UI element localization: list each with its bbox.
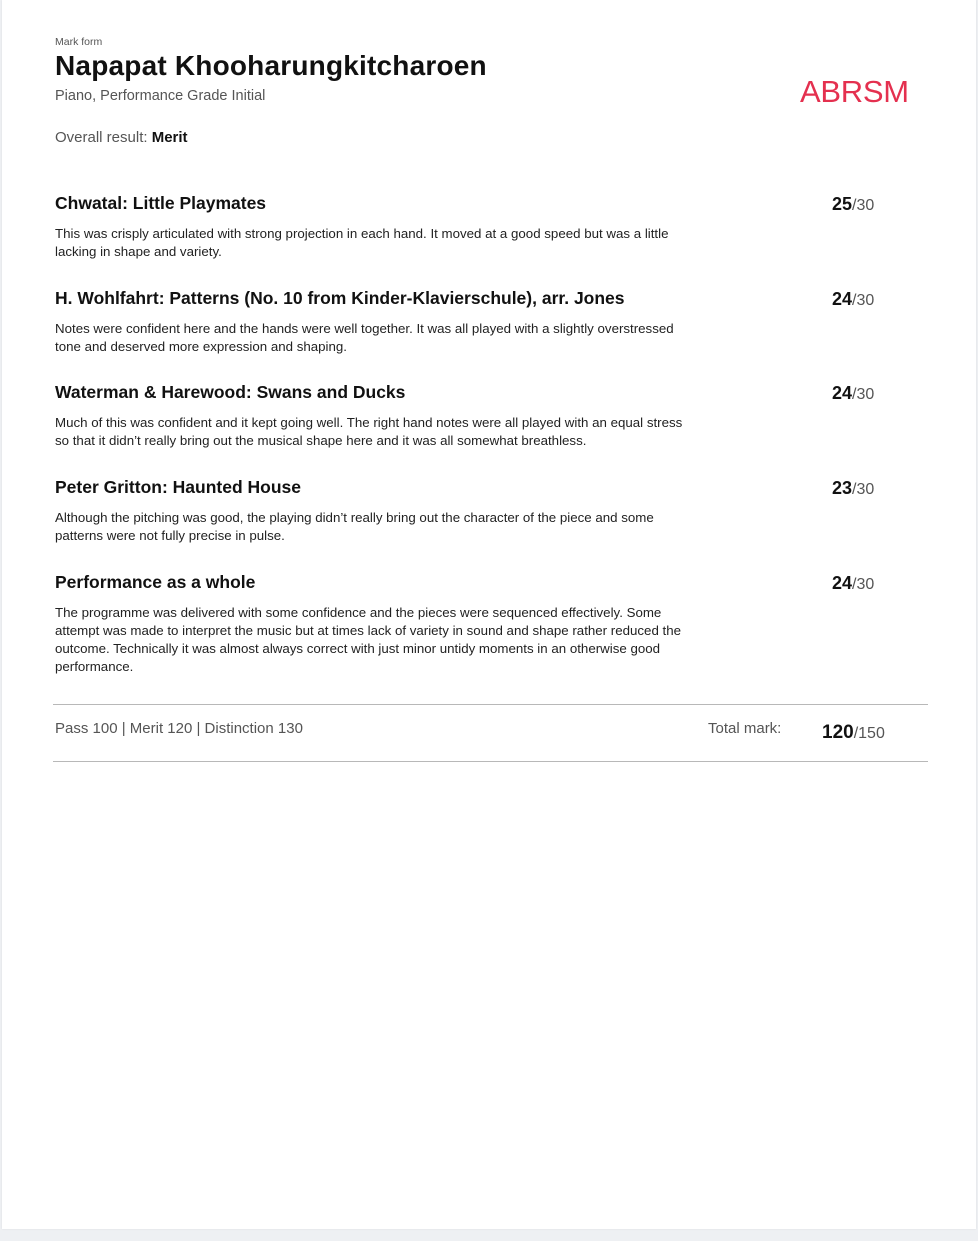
item-title: Chwatal: Little Playmates	[55, 193, 267, 213]
item-title: Performance as a whole	[55, 572, 256, 592]
total-mark-value: 120	[822, 722, 854, 743]
item-score-value: 25	[832, 194, 853, 214]
item-score-max: /30	[852, 481, 875, 498]
overall-result-label: Overall result:	[55, 129, 148, 146]
item-score	[832, 478, 874, 499]
item-comment: The programme was delivered with some confidence and the pieces were sequenced effectively. Some attempt was made to interpret the music but at times lack of variety in sound and shape rather reduced the outcome. Technically it was almost always correct with just minor untidy moments in an otherwise good performance.	[55, 605, 682, 674]
candidate-name: Napapat Khooharungkitcharoen	[55, 50, 487, 81]
overall-result	[55, 129, 188, 146]
abrsm-logo: ABRSM	[800, 74, 909, 109]
total-mark-max: /150	[853, 725, 885, 742]
item-score-max: /30	[852, 576, 875, 593]
item-score-max: /30	[852, 386, 875, 403]
total-mark	[822, 722, 885, 744]
overall-result-value: Merit	[151, 129, 188, 146]
total-mark-label: Total mark:	[708, 720, 782, 737]
item-score-value: 24	[832, 573, 853, 593]
item-score-value: 23	[832, 478, 853, 498]
item-title: H. Wohlfahrt: Patterns (No. 10 from Kinder-Klavierschule), arr. Jones	[55, 288, 625, 308]
item-comment: This was crisply articulated with strong projection in each hand. It moved at a good speed but was a little lacking in shape and variety.	[55, 226, 669, 259]
item-title: Peter Gritton: Haunted House	[55, 477, 301, 497]
item-score	[832, 573, 874, 594]
item-title: Waterman & Harewood: Swans and Ducks	[55, 382, 406, 402]
exam-subject: Piano, Performance Grade Initial	[55, 88, 266, 104]
item-comment: Notes were confident here and the hands were well together. It was all played with a slightly overstressed tone and deserved more expression and shaping.	[55, 321, 674, 354]
item-score-max: /30	[852, 197, 875, 214]
divider-bottom	[53, 761, 928, 762]
item-score-value: 24	[832, 383, 853, 403]
item-score-value: 24	[832, 289, 853, 309]
divider-top	[53, 704, 928, 705]
item-comment: Although the pitching was good, the playing didn’t really bring out the character of the piece and some patterns were not fully precise in pulse.	[55, 510, 654, 543]
item-comment: Much of this was confident and it kept going well. The right hand notes were all played with an equal stress so that it didn’t really bring out the musical shape here and it was all somewhat breathless.	[55, 415, 683, 448]
item-score	[832, 289, 874, 310]
grade-thresholds: Pass 100 | Merit 120 | Distinction 130	[55, 720, 303, 737]
item-score-max: /30	[852, 292, 875, 309]
form-label: Mark form	[55, 36, 103, 48]
item-score	[832, 383, 874, 404]
mark-form-page	[2, 0, 976, 1229]
item-score	[832, 194, 874, 215]
